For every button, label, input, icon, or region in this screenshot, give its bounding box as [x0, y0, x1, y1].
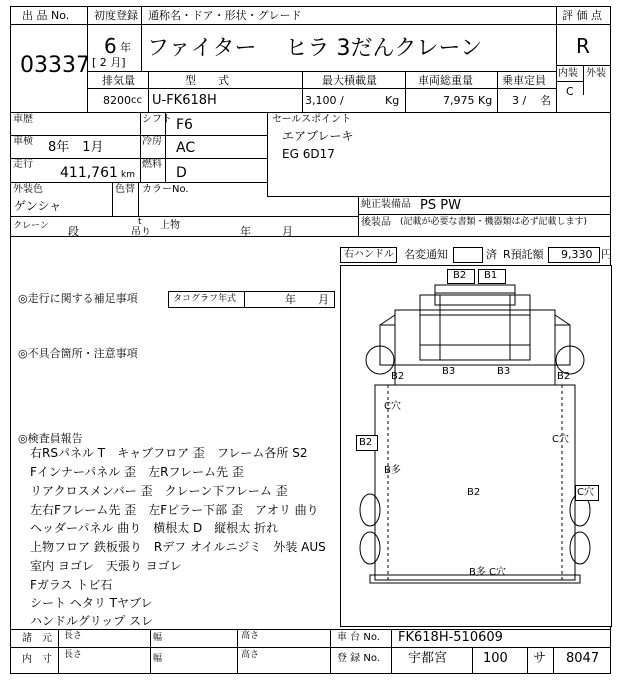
length-label: 長さ: [64, 650, 83, 660]
color-name-label: 色替: [115, 184, 135, 195]
diagram-mark: C穴: [577, 487, 594, 498]
lot-number: 03337: [20, 53, 90, 78]
retrofit-label: 後装品: [361, 217, 391, 228]
color-label: 外装色: [13, 184, 43, 195]
gvw-unit: Kg: [478, 94, 493, 107]
lot-label: 出 品 No.: [22, 9, 70, 22]
max-load-unit: Kg: [385, 94, 400, 107]
inspector-line: 右RSパネル T キャブフロア 歪 フレーム各所 S2: [30, 446, 308, 460]
crane-tonnage-label: t: [138, 217, 142, 227]
r-deposit-value: 9,330: [561, 248, 593, 261]
color-value: ゲンシャ: [14, 199, 62, 213]
tacho-label: タコグラフ年式: [173, 294, 237, 304]
crane-label: クレーン: [13, 221, 49, 231]
diagram-mark: B2: [391, 371, 405, 382]
tacho-year: 年: [285, 293, 296, 306]
inspector-line: Fガラス トビ石: [30, 578, 113, 592]
inspector-line: リアクロスメンバー 歪 クレーン下フレーム 歪: [30, 484, 288, 498]
crane-stage-label: 段: [68, 225, 79, 238]
gvw-label: 車両総重量: [418, 74, 473, 87]
inspector-line: 室内 ヨゴレ 天張り ヨゴレ: [30, 559, 182, 573]
equipment-value: PS PW: [420, 198, 461, 213]
capacity-unit: 名: [540, 94, 551, 107]
inspector-heading: ◎検査員報告: [18, 432, 83, 445]
diagram-mark: B3: [442, 366, 456, 377]
r-deposit-label: R預託額: [503, 248, 544, 261]
inspection-value: 8年 1月: [48, 140, 104, 155]
diagram-mark: C穴: [384, 401, 401, 412]
diagram-mark: B3: [497, 366, 511, 377]
interior-label: 内装: [558, 68, 578, 79]
first-reg-label: 初度登録: [94, 9, 138, 22]
sales-line-2: EG 6D17: [282, 147, 335, 161]
max-load-value: 3,100 /: [305, 94, 344, 107]
width-label: 幅: [153, 654, 163, 664]
dims-label: 諸 元: [22, 633, 52, 644]
capacity-label: 乗車定員: [502, 74, 546, 87]
first-reg-month: [ 2 月]: [92, 56, 126, 69]
gvw-value: 7,975: [443, 94, 475, 107]
model-name: ファイター ヒラ 3だんクレーン: [147, 36, 483, 61]
mileage-value: 411,761: [60, 165, 118, 181]
fuel-label: 燃料: [142, 159, 162, 170]
diagram-mark: B2: [453, 270, 467, 281]
inspection-label: 車検: [13, 136, 33, 147]
grade-value: R: [576, 34, 590, 58]
max-load-label: 最大積載量: [322, 74, 377, 87]
diagram-mark: B2: [557, 371, 571, 382]
sales-line-1: エアブレーキ: [282, 129, 354, 143]
grade-label: 評 価 点: [562, 9, 602, 22]
type-value: U-FK618H: [152, 93, 217, 108]
inspector-line: ハンドルグリップ スレ: [30, 614, 154, 628]
displacement-value: 8200: [103, 94, 131, 107]
history-label: 車歴: [13, 114, 33, 125]
defects-heading: ◎不具合箇所・注意事項: [18, 347, 138, 360]
reg-label: 登 録 No.: [337, 653, 380, 664]
shift-value: F6: [176, 117, 193, 133]
equipment-label: 純正装備品: [361, 199, 411, 210]
diagram-mark: C穴: [552, 434, 569, 445]
reg-kana: サ: [533, 651, 547, 666]
chassis-label: 車 台 No.: [337, 632, 380, 643]
inner-label: 内 寸: [22, 654, 52, 665]
crane-hoist-label: 吊り: [131, 227, 151, 238]
length-label: 長さ: [64, 631, 83, 641]
displacement-label: 排気量: [102, 74, 135, 87]
diagram-mark: B多: [384, 465, 401, 476]
inspector-line: シート ヘタリ Tヤブレ: [30, 596, 153, 610]
inspector-line: 上物フロア 鉄板張り Rデフ オイルニジミ 外装 AUS: [30, 540, 326, 554]
first-reg-year: 6: [104, 34, 117, 58]
name-change-label: 名変通知: [404, 248, 448, 261]
loading-year-label: 年: [240, 225, 251, 238]
diagram-mark: B1: [484, 270, 498, 281]
displacement-unit: cc: [131, 95, 142, 106]
diagram-mark: B2: [359, 437, 373, 448]
inspector-line: Fインナーパネル 歪 左Rフレーム先 歪: [30, 465, 244, 479]
tacho-month: 月: [318, 293, 329, 306]
handle-side: 右ハンドル: [344, 249, 394, 260]
width-label: 幅: [153, 633, 163, 643]
year-unit: 年: [120, 41, 131, 54]
loading-month-label: 月: [282, 225, 293, 238]
reg-number: 8047: [566, 651, 600, 666]
reg-class: 100: [483, 651, 508, 666]
inspector-line: ヘッダーパネル 曲り 横根太 D 縦根太 折れ: [30, 521, 279, 535]
capacity-value: 3 /: [512, 94, 527, 107]
shift-label: シフト: [142, 114, 172, 125]
diagram-mark: B多 C穴: [469, 567, 507, 578]
supplement-heading: ◎走行に関する補足事項: [18, 292, 138, 305]
mileage-label: 走行: [13, 159, 33, 170]
inspector-line: 左右Fフレーム先 歪 左Fピラー下部 歪 アオリ 曲り: [30, 503, 319, 517]
chassis-value: FK618H-510609: [398, 630, 503, 645]
interior-value: C: [566, 85, 574, 98]
ac-value: AC: [176, 140, 196, 156]
height-label: 高さ: [241, 631, 260, 641]
r-deposit-unit: 円: [601, 248, 612, 261]
diagram-mark: B2: [467, 487, 481, 498]
retrofit-note: (記載が必要な書類・機器類は必ず記載します): [400, 217, 588, 227]
reg-area: 宇都宮: [408, 651, 448, 666]
sales-title: セールスポイント: [272, 114, 352, 125]
loading-label: 上物: [160, 220, 180, 231]
exterior-label: 外装: [586, 68, 606, 79]
ac-label: 冷房: [142, 136, 162, 147]
color-no-label: カラーNo.: [142, 184, 189, 195]
type-label: 型 式: [185, 74, 229, 87]
mileage-unit: km: [121, 170, 135, 180]
height-label: 高さ: [241, 650, 260, 660]
name-change-status: 済: [486, 248, 497, 261]
model-label: 通称名・ドア・形状・グレード: [148, 9, 302, 22]
fuel-value: D: [176, 165, 187, 181]
